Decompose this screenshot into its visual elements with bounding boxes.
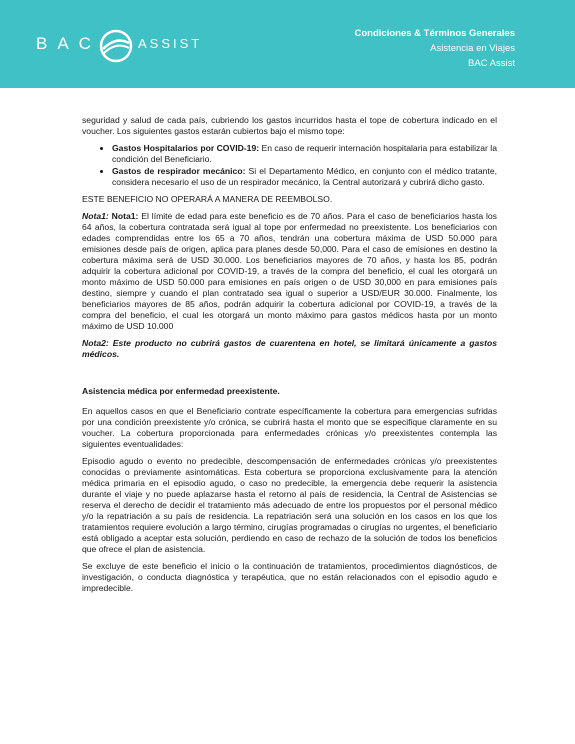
paragraph-intro: seguridad y salud de cada país, cubriendo los gastos incurridos hasta el tope de cobertura indicado en el voucher. Los siguientes gastos estarán cubiertos bajo el mismo tope: xyxy=(82,115,497,136)
covered-expenses-list xyxy=(82,143,497,188)
document-header xyxy=(0,0,575,88)
header-title-block xyxy=(355,26,516,71)
logo-text-bac: BAC xyxy=(36,34,101,53)
note-1-label-repeat: Nota1: xyxy=(108,211,139,221)
bullet-text: En caso de requerir internación hospitalaria para estabilizar la condición del Beneficiario. xyxy=(112,143,497,164)
paragraph-acute-episode: Episodio agudo o evento no predecible, descompensación de enfermedades crónicas y/o preexistentes conocidas o previamente asintomáticas. Esta cobertura se proporciona exclusivamente para la atención médica primaria en el episodio agudo, o caso no predecible, la emergencia debe requerir la asistencia durante el viaje y no puede aplazarse hasta el retorno al país de residencia, la Central de Asistencias se reserva el derecho de decidir el tratamiento más adecuado de entre los propuestos por el personal médico y/o la repatriación a su país de residencia. La repatriación será una solución en los casos en los que los tratamientos requiere evolución a largo término, cirugías programadas o cirugías no urgentes, el beneficiario está obligado a aceptar esta solución, perdiendo en caso de rechazo de la solución de todos los beneficios que ofrece el plan de asistencia. xyxy=(82,456,497,554)
bullet-title: Gastos Hospitalarios por COVID-19: xyxy=(112,143,260,153)
section-title: Asistencia médica por enfermedad preexistente. xyxy=(82,386,280,396)
bac-assist-logo xyxy=(18,26,218,66)
paragraph-exclusions: Se excluye de este beneficio el inicio o la continuación de tratamientos, procedimientos diagnósticos, de investigación, o conducta diagnóstica y terapéutica, que no están relacionados con el episodio agudo e impredecible. xyxy=(82,561,497,593)
header-subtitle: Asistencia en Viajes xyxy=(430,43,515,54)
logo-text-assist: ASSIST xyxy=(138,36,203,51)
list-item xyxy=(112,143,497,165)
no-reimbursement-notice: ESTE BENEFICIO NO OPERARÁ A MANERA DE REEMBOLSO. xyxy=(82,194,333,204)
bullet-text: Si el Departamento Médico, en conjunto con el médico tratante, considera necesario el uso de un respirador mecánico, la Central autorizará y cubrirá dicho gasto. xyxy=(112,166,497,187)
document-body xyxy=(82,115,497,600)
note-2: Nota2: Este producto no cubrirá gastos de cuarentena en hotel, se limitará únicamente a gastos médicos. xyxy=(82,338,497,359)
header-title: Condiciones & Términos Generales xyxy=(354,28,515,39)
paragraph-preexisting: En aquellos casos en que el Beneficiario contrate específicamente la cobertura para emergencias sufridas por una condición preexistente y/o crónica, se cubrirá hasta el monto que se especifique claramente en su voucher. La cobertura proporcionada para enfermedades crónicas y/o preexistentes contempla las siguientes eventualidades: xyxy=(82,406,497,449)
note-1-text: El límite de edad para este beneficio es de 70 años. Para el caso de beneficiarios hasta los 64 años, la cobertura contratada será igual al tope por enfermedad no preexistente. Los beneficiarios con edades comprendidas entre los 65 a 70 años, tendrán una cobertura máxima de USD 50.000 para emisiones desde país de origen, aplica para planes desde 50,000. Para el caso de emisiones en destino la cobertura máxima será de USD 30.000. Los beneficiarios mayores de 70 años, y hasta los 85, podrán adquirir la cobertura adicional por COVID-19, a través de la compra del beneficio, el cual les otorgará un monto máximo de USD 50.000 para emisiones en país origen o de USD 30,000 en para emisiones país destino, siempre y cuando el plan contratado sea igual o superior a USD/EUR 30.000. Finalmente, los beneficiarios mayores de 85 años, podrán adquirir la cobertura adicional por COVID-19, a través de la compra del beneficio, el cual les otorgará un monto máximo para gastos médicos hasta por un monto máximo de USD 10.000 xyxy=(82,211,497,331)
bullet-title: Gastos de respirador mecánico: xyxy=(112,166,246,176)
list-item xyxy=(112,166,497,188)
note-1-label: Nota1: xyxy=(82,211,109,221)
logo-globe-icon xyxy=(97,28,135,64)
note-1 xyxy=(82,211,497,332)
header-brand: BAC Assist xyxy=(468,58,515,69)
